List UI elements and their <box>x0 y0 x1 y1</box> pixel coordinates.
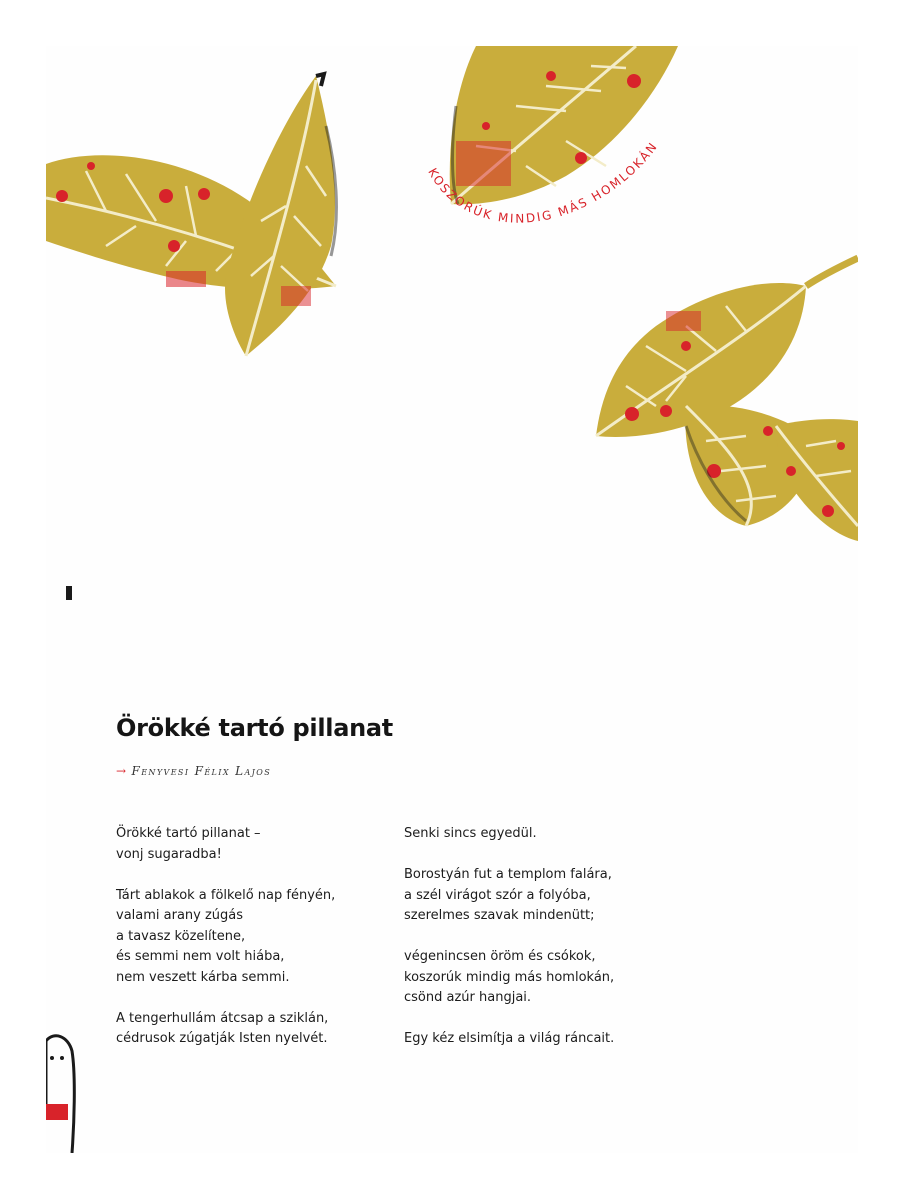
stanza <box>404 824 664 845</box>
author-name: Fenyvesi Félix Lajos <box>131 764 272 778</box>
author-line <box>116 764 271 778</box>
poem-line: és semmi nem volt hiába, <box>116 949 285 964</box>
poem-line: Egy kéz elsimítja a világ ráncait. <box>404 1031 615 1046</box>
leaf-top-center <box>450 46 678 204</box>
stanza <box>404 1029 664 1050</box>
arrow-icon: → <box>116 764 128 778</box>
poem-line: a tavasz közelítene, <box>116 928 246 944</box>
poem-column-left <box>116 824 376 1070</box>
poem-line: Senki sincs egyedül. <box>404 826 537 841</box>
character-figure <box>46 1036 74 1153</box>
poem-title: Örökké tartó pillanat <box>116 714 393 742</box>
poem-line: Örökké tartó pillanat – <box>116 826 261 841</box>
stanza <box>116 1009 376 1050</box>
poem-line: nem veszett kárba semmi. <box>116 969 290 985</box>
poem-line: Borostyán fut a templom falára, <box>404 867 612 882</box>
poem-line: csönd azúr hangjai. <box>404 990 532 1005</box>
stanza <box>116 824 376 865</box>
poem-line: cédrusok zúgatják Isten nyelvét. <box>116 1031 328 1046</box>
poem-line: Tárt ablakok a fölkelő nap fényén, <box>116 887 336 903</box>
poem-line: valami arany zúgás <box>116 908 244 923</box>
poem-column-right <box>404 824 664 1070</box>
poem-line: A tengerhullám átcsap a sziklán, <box>116 1010 329 1026</box>
page <box>46 46 858 1153</box>
arc-caption: KOSZORÚK MINDIG MÁS HOMLOKÁN <box>425 138 661 226</box>
ink-mark <box>66 586 72 600</box>
poem-line: vonj sugaradba! <box>116 846 222 862</box>
poem-line: koszorúk mindig más homlokán, <box>404 969 615 985</box>
stanza <box>404 865 664 927</box>
poem-line: végenincsen öröm és csókok, <box>404 949 596 964</box>
leaf-right-edge <box>776 419 858 541</box>
poem-line: szerelmes szavak mindenütt; <box>404 908 595 923</box>
stanza <box>404 947 664 1009</box>
stanza <box>116 886 376 989</box>
poem-line: a szél virágot szór a folyóba, <box>404 887 591 903</box>
